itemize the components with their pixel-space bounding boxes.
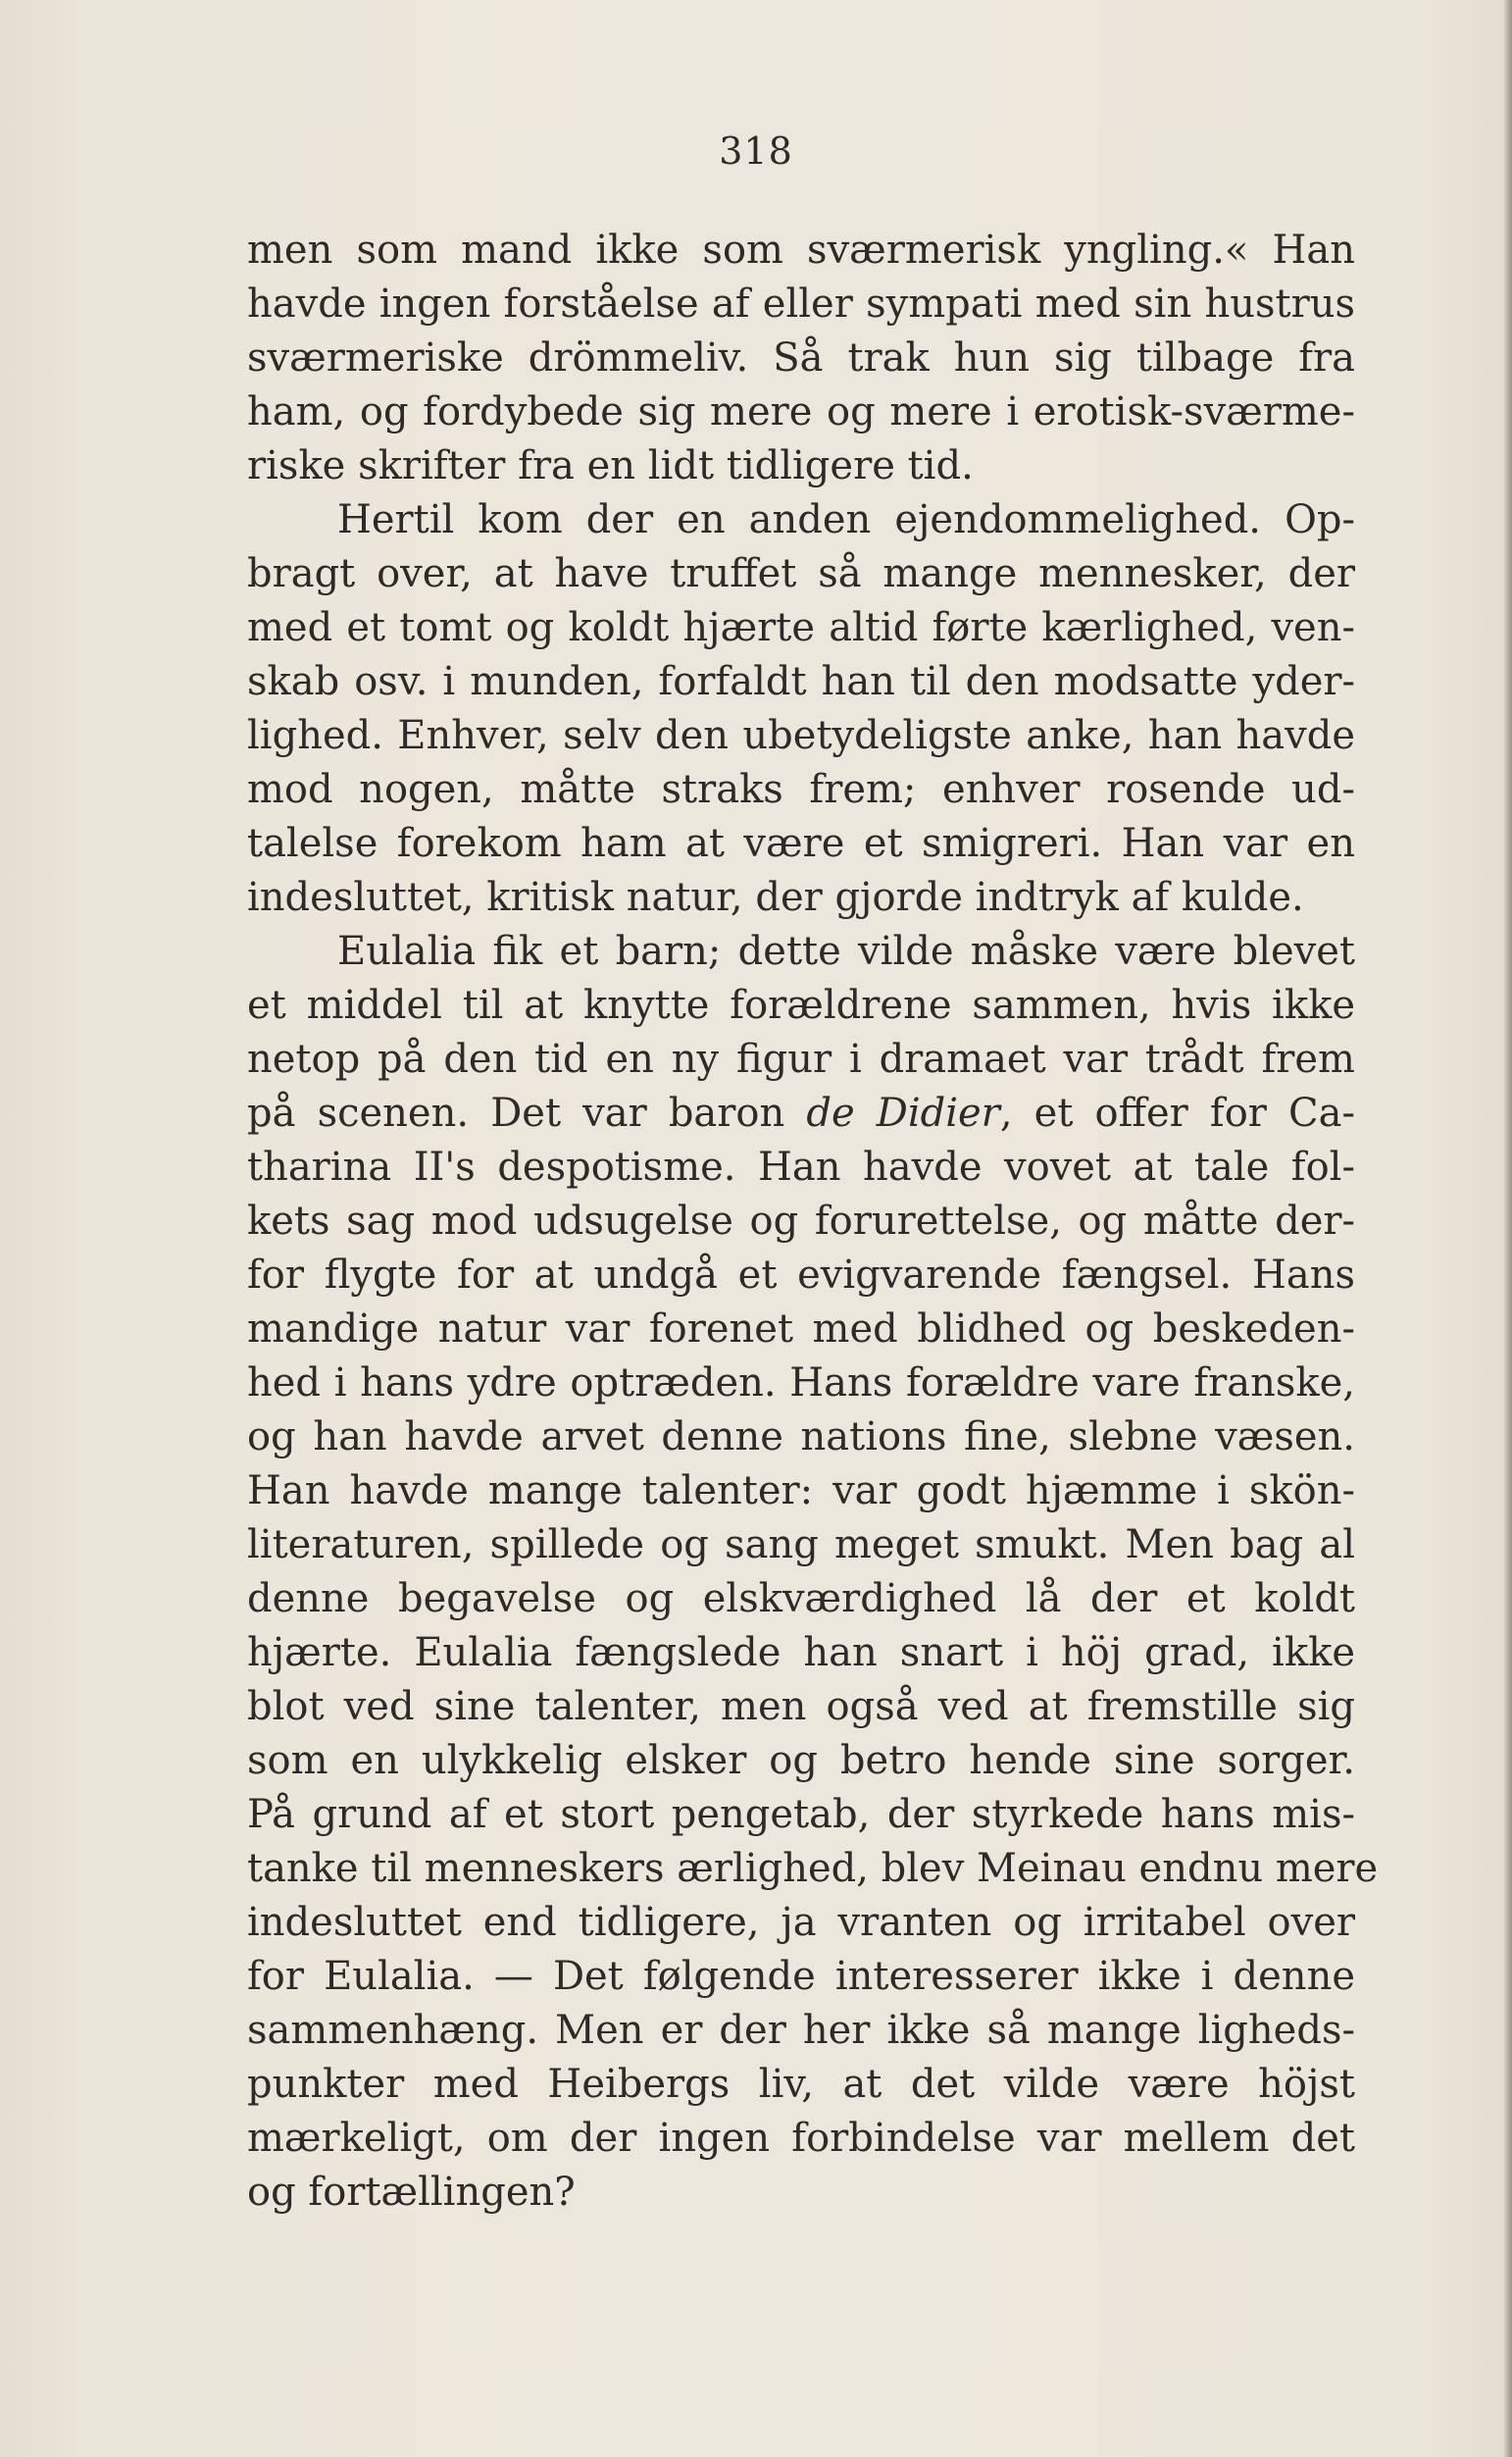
text-line: men som mand ikke som sværmerisk yngling.« Han bbox=[247, 228, 1355, 273]
text-line: indesluttet, kritisk natur, der gjorde indtryk af kulde. bbox=[247, 875, 1304, 920]
page-edge-shadow bbox=[1504, 0, 1512, 2457]
text-line: punkter med Heibergs liv, at det vilde være höjst bbox=[247, 2062, 1355, 2107]
italic-name: de Didier bbox=[806, 1091, 1000, 1136]
text-line: blot ved sine talenter, men også ved at fremstille sig bbox=[247, 1684, 1355, 1729]
text-line: netop på den tid en ny figur i dramaet var trådt frem bbox=[247, 1037, 1355, 1082]
text-line: for Eulalia. — Det følgende interesserer ikke i denne bbox=[247, 1954, 1355, 1999]
text-line: bragt over, at have truffet så mange mennesker, der bbox=[247, 551, 1355, 596]
text-line: indesluttet end tidligere, ja vranten og irritabel over bbox=[247, 1900, 1355, 1945]
text-line: talelse forekom ham at være et smigreri. Han var en bbox=[247, 821, 1355, 866]
text-line: tharina II's despotisme. Han havde vovet at tale fol- bbox=[247, 1145, 1355, 1190]
text-line: lighed. Enhver, selv den ubetydeligste anke, han havde bbox=[247, 713, 1355, 758]
text-line: sammenhæng. Men er der her ikke så mange ligheds- bbox=[247, 2008, 1355, 2053]
text-line: sværmeriske drömmeliv. Så trak hun sig tilbage fra bbox=[247, 335, 1355, 381]
text-line: mærkeligt, om der ingen forbindelse var mellem det bbox=[247, 2116, 1355, 2161]
text-line bbox=[247, 1087, 1355, 1141]
text-line: Hertil kom der en anden ejendommelighed. Op- bbox=[337, 497, 1355, 542]
text-line: og fortællingen? bbox=[247, 2170, 576, 2215]
text-line: hjærte. Eulalia fængslede han snart i höj grad, ikke bbox=[247, 1630, 1355, 1675]
text-segment: på scenen. Det var baron bbox=[247, 1091, 807, 1136]
text-line: denne begavelse og elskværdighed lå der et koldt bbox=[247, 1576, 1355, 1621]
text-line: tanke til menneskers ærlighed, blev Meinau endnu mere bbox=[247, 1846, 1379, 1891]
text-line: mod nogen, måtte straks frem; enhver rosende ud- bbox=[247, 767, 1355, 812]
text-line: og han havde arvet denne nations fine, slebne væsen. bbox=[247, 1414, 1355, 1459]
text-line: hed i hans ydre optræden. Hans forældre vare franske, bbox=[247, 1360, 1355, 1406]
text-line: ham, og fordybede sig mere og mere i erotisk-sværme- bbox=[247, 389, 1355, 435]
body-text bbox=[247, 224, 1379, 2220]
text-line: Eulalia fik et barn; dette vilde måske være blevet bbox=[337, 929, 1355, 974]
text-line: kets sag mod udsugelse og forurettelse, og måtte der- bbox=[247, 1199, 1355, 1244]
text-line: mandige natur var forenet med blidhed og beskeden- bbox=[247, 1306, 1355, 1352]
text-line: som en ulykkelig elsker og betro hende sine sorger. bbox=[247, 1738, 1355, 1783]
text-line: med et tomt og koldt hjærte altid førte kærlighed, ven- bbox=[247, 605, 1355, 650]
text-line: riske skrifter fra en lidt tidligere tid. bbox=[247, 443, 974, 488]
text-line: Han havde mange talenter: var godt hjæmme i skön- bbox=[247, 1468, 1355, 1513]
text-line: for flygte for at undgå et evigvarende fængsel. Hans bbox=[247, 1253, 1355, 1298]
text-line: et middel til at knytte forældrene sammen, hvis ikke bbox=[247, 983, 1355, 1028]
text-line: På grund af et stort pengetab, der styrkede hans mis- bbox=[247, 1792, 1355, 1837]
text-line: skab osv. i munden, forfaldt han til den modsatte yder- bbox=[247, 659, 1355, 704]
page-number: 318 bbox=[719, 129, 793, 173]
text-segment: , et offer for Ca- bbox=[999, 1091, 1356, 1136]
text-line: havde ingen forståelse af eller sympati med sin hustrus bbox=[247, 282, 1355, 327]
text-line: literaturen, spillede og sang meget smukt. Men bag al bbox=[247, 1522, 1355, 1567]
